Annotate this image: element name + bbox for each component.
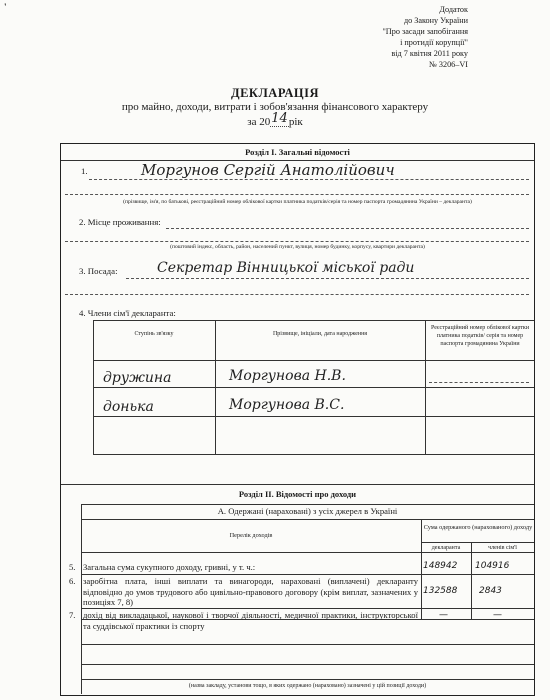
year-prefix: за 20 <box>247 116 271 128</box>
income-header-declarant: декларанта <box>431 545 461 551</box>
section-1-title: Розділ І. Загальні відомості <box>245 147 350 157</box>
appendix-line: і протидії корупції" <box>400 38 468 47</box>
appendix-line: Додаток <box>439 5 468 14</box>
declaration-form <box>60 143 535 696</box>
income-header-list: Перелік доходів <box>229 532 273 539</box>
appendix-line: від 7 квітня 2011 року <box>391 49 468 58</box>
name-caption: (прізвище, ім'я, по батькові, реєстраційний номер облікової картки платника податків/серія та номер паспорта громадянина України – декларанта) <box>123 199 472 205</box>
income-row-7-number: 7. <box>69 610 76 620</box>
family-row-1-name: Моргунова Н.В. <box>229 368 346 384</box>
declaration-year <box>0 111 550 129</box>
appendix-note <box>328 4 468 70</box>
document-subtitle: про майно, доходи, витрати і зобов'язання фінансового характеру <box>121 101 429 113</box>
appendix-line: до Закону України <box>403 16 468 25</box>
income-row-6-number: 6. <box>69 576 76 586</box>
appendix-line: "Про засади запобігання <box>382 27 468 36</box>
document-title: ДЕКЛАРАЦІЯ <box>230 86 320 100</box>
appendix-line: № 3206–VI <box>429 60 468 69</box>
income-footer-caption: (назва закладу, установи тощо, в яких одержано (нараховано) зазначені у цій позиції доходи) <box>188 683 427 689</box>
item-2-label: 2. Місце проживання: <box>79 217 161 227</box>
declarant-position: Секретар Вінницької міської ради <box>157 260 415 276</box>
family-row-2-relation: донька <box>103 399 154 415</box>
corner-mark: ' <box>4 2 7 12</box>
section-2-title: Розділ ІІ. Відомості про доходи <box>238 489 357 499</box>
income-row-6-declarant: 132588 <box>423 586 458 596</box>
income-row-7-declarant: — <box>439 610 448 620</box>
family-header-relation: Ступінь зв'язку <box>134 331 174 337</box>
section-2a-subtitle: А. Одержані (нараховані) з усіх джерел в Україні <box>217 506 398 516</box>
item-1-number: 1. <box>81 166 88 176</box>
income-row-6-text: заробітна плата, інші виплати та винагороди, нараховані (виплачені) декларанту відповідно до умов трудового або цивільно-правового договору (крім виплат, зазначених у позиціях 7, 8) <box>83 576 418 607</box>
income-row-6-family: 2843 <box>479 586 502 596</box>
item-4-label: 4. Члени сім'ї декларанта: <box>79 308 176 318</box>
address-caption: (поштовий індекс, область, район, населений пункт, вулиця, номер будинку, корпусу, квартири декларанта) <box>170 244 425 250</box>
year-handwritten: 14 <box>271 111 288 126</box>
income-row-7-text: дохід від викладацької, наукової і творчої діяльності, медичної практики, інструкторської та суддівської практики із спорту <box>83 610 418 631</box>
income-row-5-family: 104916 <box>475 561 510 571</box>
income-row-7-family: — <box>493 610 502 620</box>
income-row-5-text: Загальна сума сукупного доходу, гривні, у т. ч.: <box>83 562 256 572</box>
item-3-label: 3. Посада: <box>79 266 118 276</box>
family-row-1-relation: дружина <box>103 370 172 386</box>
family-header-name: Прізвище, ініціали, дата народження <box>272 331 368 337</box>
year-suffix: рік <box>288 116 303 128</box>
declarant-name: Моргунов Сергій Анатолійович <box>141 161 395 179</box>
income-row-5-declarant: 148942 <box>423 561 458 571</box>
income-header-amount: Сума одержаного (нарахованого) доходу <box>423 524 533 531</box>
income-row-5-number: 5. <box>69 562 76 572</box>
family-header-id: Реєстраційний номер облікової картки платника податків/ серія та номер паспорта громадянина України <box>430 325 530 347</box>
family-row-2-name: Моргунова В.С. <box>229 397 345 413</box>
income-header-family: членів сім'ї <box>488 545 517 551</box>
